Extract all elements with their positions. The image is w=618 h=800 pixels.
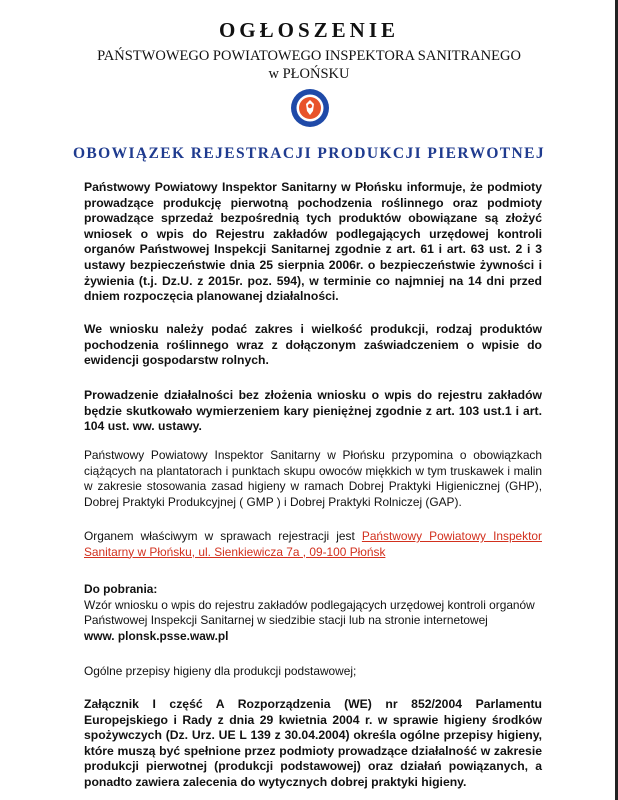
paragraph-hygiene-reminder: Państwowy Powiatowy Inspektor Sanitarny w Płońsku przypomina o obowiązkach ciążących na plantatorach i punktach skupu owoców miękkich w tym truskawek i malin w zakresie stosowania zasad higieny w ramach Dobrej Praktyki Higienicznej (GHP), Dobrej Praktyki Produkcyjnej ( GMP ) i Dobrej Praktyki Rolniczej (GAP). <box>84 448 542 509</box>
issuer-line-2: w PŁOŃSKU <box>268 66 350 82</box>
paragraph-penalty: Prowadzenie działalności bez złożenia wniosku o wpis do rejestru zakładów będzie skutkowało wymierzeniem kary pieniężnej zgodnie z art. 103 ust.1 i art. 104 ust. ww. ustawy. <box>84 388 542 434</box>
authority-address-link[interactable]: Państwowy Powiatowy Inspektor Sanitarny w Płońsku, ul. Sienkiewicza 7a , 09-100 Płońsk <box>84 529 542 559</box>
paragraph-application-contents: We wniosku należy podać zakres i wielkość produkcji, rodzaj produktów pochodzenia roślinnego wraz z dołączonym zaświadczeniem o wpisie do ewidencji gospodarstw rolnych. <box>84 322 542 368</box>
downloads-label: Do pobrania: <box>84 582 158 596</box>
authority-prefix: Organem właściwym w sprawach rejestracji jest <box>84 529 362 543</box>
paragraph-competent-authority <box>84 529 542 560</box>
issuer-line-1: PAŃSTWOWEGO POWIATOWEGO INSPEKTORA SANITRANEGO <box>97 48 521 64</box>
sanitary-inspection-emblem-icon <box>290 88 330 128</box>
downloads-text-line-1: Wzór wniosku o wpis do rejestru zakładów podlegających urzędowej kontroli organów <box>84 597 535 612</box>
announcement-title: OGŁOSZENIE <box>218 18 400 42</box>
paragraph-registration-duty: Państwowy Powiatowy Inspektor Sanitarny w Płońsku informuje, że podmioty prowadzące produkcję pierwotną pochodzenia roślinnego oraz podmioty prowadzące sprzedaż bezpośrednią tych produktów obowiązane są złożyć wniosek o wpis do Rejestru zakładów podlegających urzędowej kontroli organów Państwowej Inspekcji Sanitarnej zgodnie z art. 61 i art. 63 ust. 2 i 3 ustawy bezpieczeństwie dnia 25 sierpnia 2006r. o bezpieczeństwie żywności i żywienia (t.j. Dz.U. z 2015r. poz. 594), w terminie co najmniej na 14 dni przed dniem rozpoczęcia planowanej działalności. <box>84 180 542 304</box>
downloads-text-line-2: Państwowej Inspekcji Sanitarnej w siedzibie stacji lub na stronie internetowej <box>84 613 488 628</box>
downloads-section <box>84 582 542 644</box>
website-link[interactable]: www. plonsk.psse.waw.pl <box>84 628 229 643</box>
paragraph-regulation-annex: Załącznik I część A Rozporządzenia (WE) nr 852/2004 Parlamentu Europejskiego i Rady z dnia 29 kwietnia 2004 r. w sprawie higieny środków spożywczych (Dz. Urz. UE L 139 z 30.04.2004) określa ogólne przepisy higieny, które muszą być spełnione przez podmioty prowadzące działalność w zakresie produkcji pierwotnej (produkcji podstawowej) oraz działań powiązanych, a ponadto zawiera zalecenia do wytycznych dobrej praktyki higieny. <box>84 697 542 789</box>
page-heading: OBOWIĄZEK REJESTRACJI PRODUKCJI PIERWOTNEJ <box>72 145 546 162</box>
paragraph-general-hygiene: Ogólne przepisy higieny dla produkcji podstawowej; <box>84 664 357 678</box>
